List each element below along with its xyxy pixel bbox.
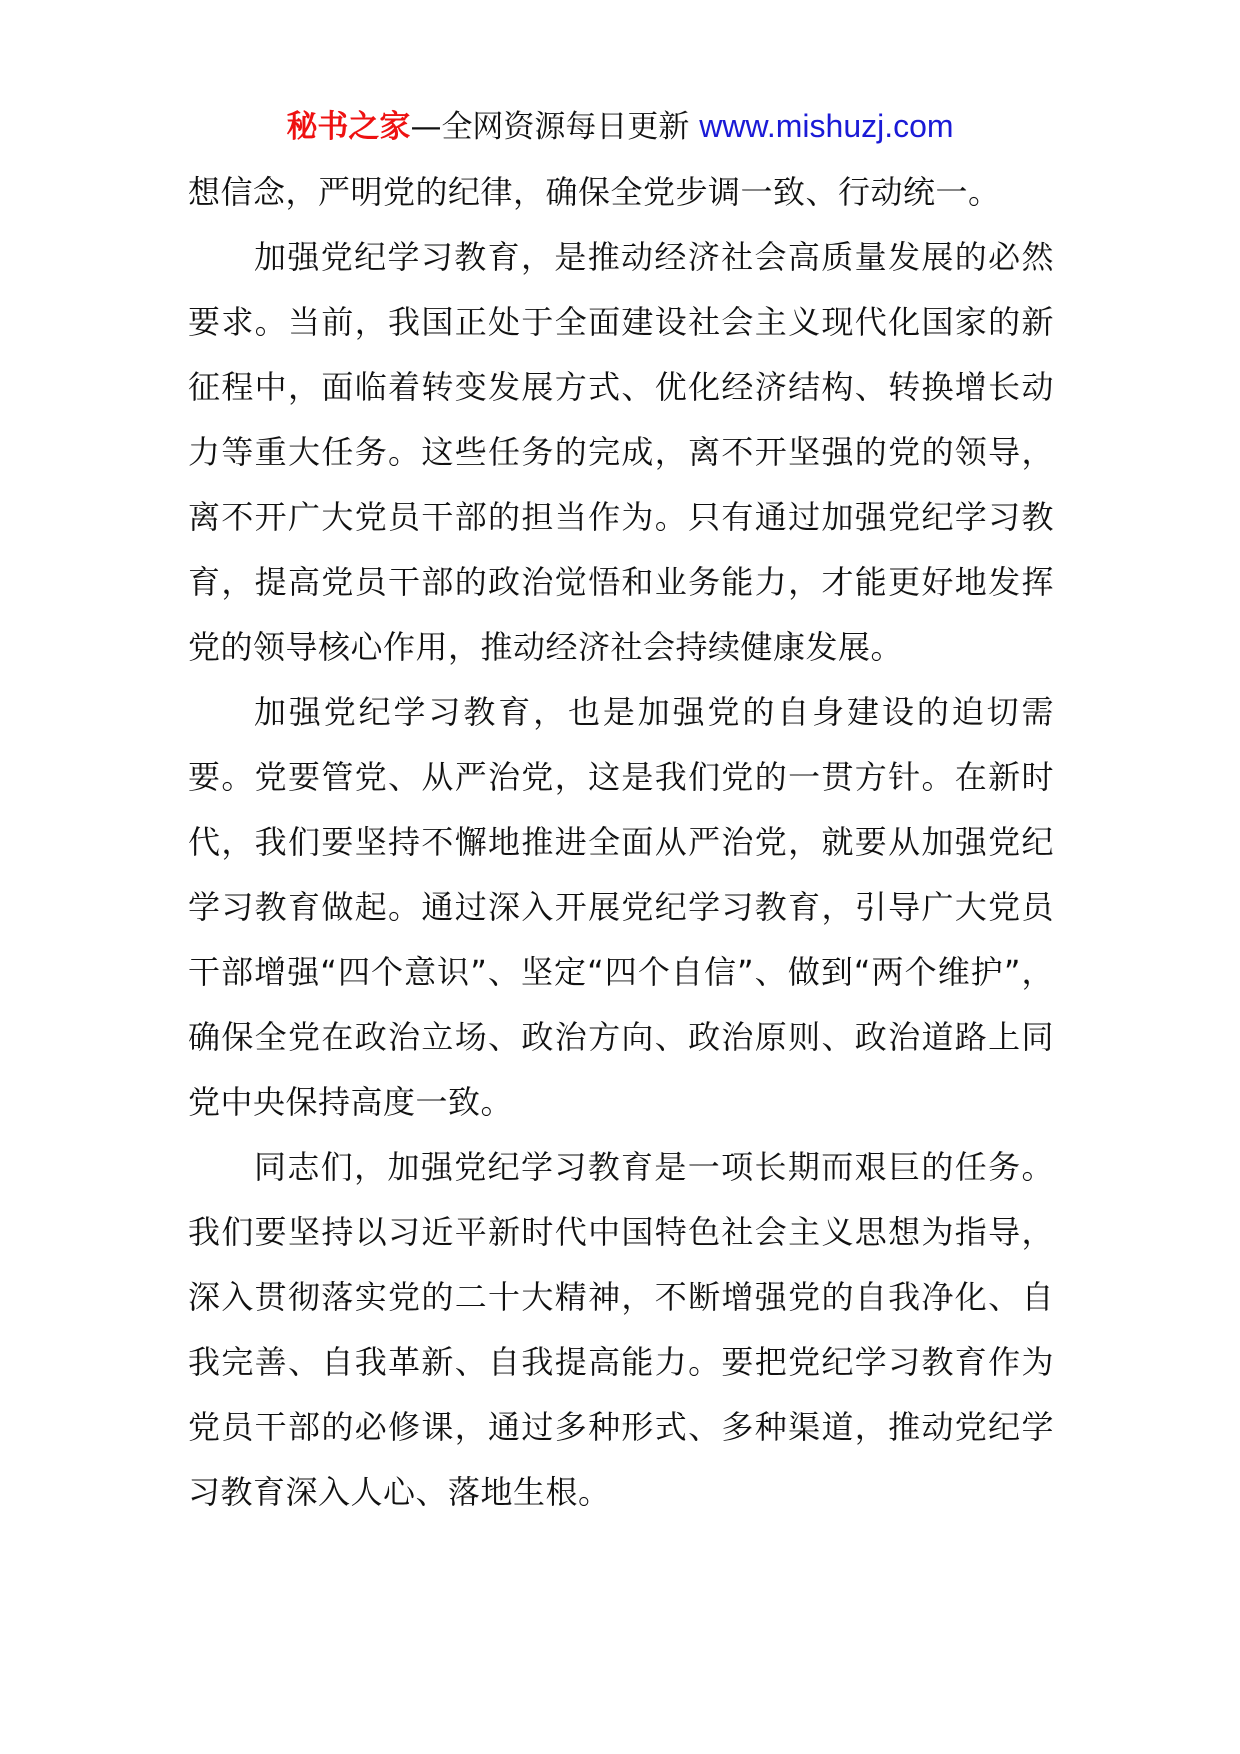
header-brand: 秘书之家 <box>286 109 411 145</box>
page-header <box>0 104 1240 149</box>
paragraph: 加强党纪学习教育，是推动经济社会高质量发展的必然要求。当前，我国正处于全面建设社会主义现代化国家的新征程中，面临着转变发展方式、优化经济结构、转换增长动力等重大任务。这些任务的完成，离不开坚强的党的领导，离不开广大党员干部的担当作为。只有通过加强党纪学习教育，提高党员干部的政治觉悟和业务能力，才能更好地发挥党的领导核心作用，推动经济社会持续健康发展。 <box>188 238 1054 666</box>
paragraph: 加强党纪学习教育，也是加强党的自身建设的迫切需要。党要管党、从严治党，这是我们党的一贯方针。在新时代，我们要坚持不懈地推进全面从严治党，就要从加强党纪学习教育做起。通过深入开展党纪学习教育，引导广大党员干部增强“四个意识”、坚定“四个自信”、做到“两个维护”，确保全党在政治立场、政治方向、政治原则、政治道路上同党中央保持高度一致。 <box>188 693 1054 1121</box>
document-body <box>188 160 1054 1525</box>
header-tagline: —全网资源每日更新 <box>410 109 700 145</box>
paragraph: 同志们，加强党纪学习教育是一项长期而艰巨的任务。我们要坚持以习近平新时代中国特色社会主义思想为指导，深入贯彻落实党的二十大精神，不断增强党的自我净化、自我完善、自我革新、自我提高能力。要把党纪学习教育作为党员干部的必修课，通过多种形式、多种渠道，推动党纪学习教育深入人心、落地生根。 <box>188 1148 1054 1511</box>
header-url-link[interactable]: www.mishuzj.com <box>699 108 954 144</box>
paragraph-continuation: 想信念，严明党的纪律，确保全党步调一致、行动统一。 <box>188 173 1001 211</box>
